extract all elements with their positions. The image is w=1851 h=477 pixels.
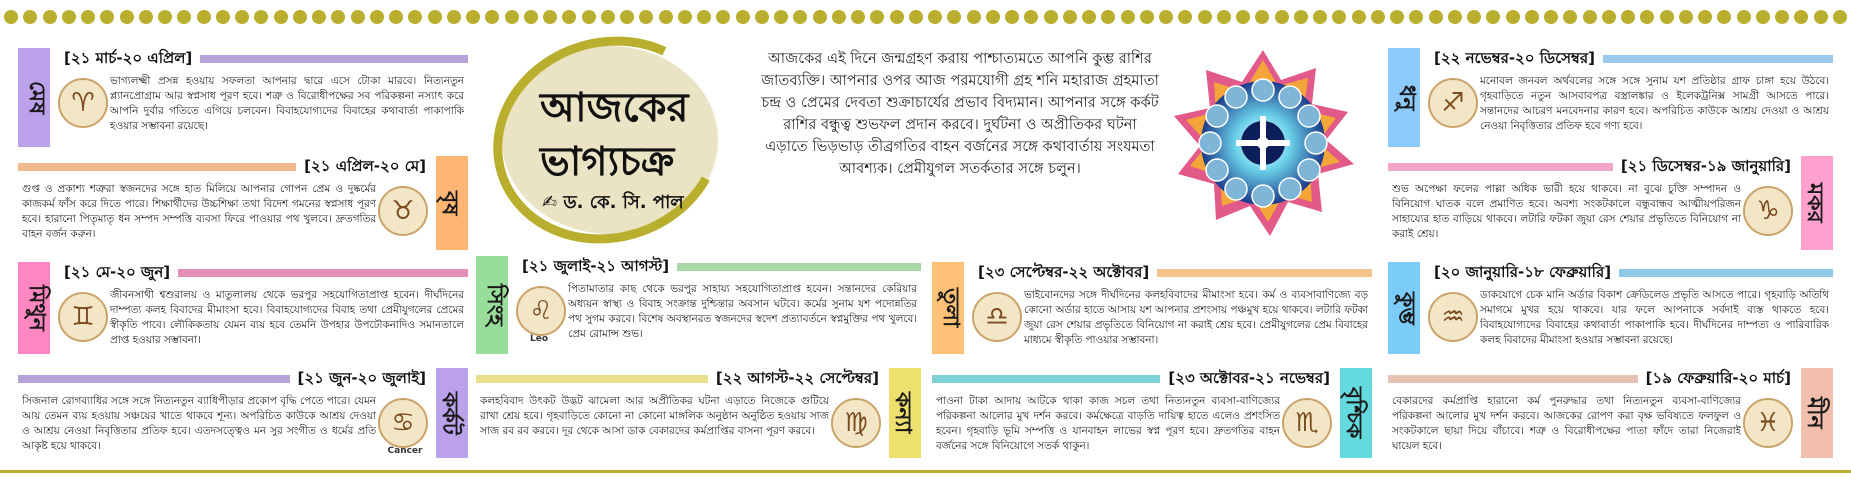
border-dot: [428, 10, 442, 24]
sign-latin-label: Leo: [529, 334, 549, 344]
sign-date-range: [২১ ডিসেম্বর-১৯ জানুয়ারি]: [1620, 156, 1791, 175]
border-dot: [370, 10, 384, 24]
sign-date-range: [২১ মার্চ-২০ এপ্রিল]: [64, 48, 193, 67]
border-dot: [100, 10, 114, 24]
top-dot-border: [0, 6, 1851, 28]
sign-prediction-text: ভাগ্যলক্ষ্মী প্রসন্ন হওয়ায় সফলতা আপনার দ্বারে এসে টোকা মারবে। নিত্যনতুন প্ল্যানপ্রোগ্রাম আর স্বপ্নসাধ পূরণ হবে। শত্রু ও বিরোধীপক্ষের সব পরিকল্পনা নস্যাৎ করে আপনি দুর্বার গতিতে এগিয়ে চলবেন। বিবাহযোগ্যদের বিবাহের কথাবার্তা পাকাপাকি হওয়ার সম্ভাবনা রয়েছে।: [110, 75, 464, 132]
sign-date-range: [২০ জানুয়ারি-১৮ ফেব্রুয়ারি]: [1434, 262, 1612, 281]
border-dot: [890, 10, 904, 24]
sign-name-tab: কন্যা: [889, 368, 921, 458]
border-dot: [43, 10, 57, 24]
horoscope-sign-block: [932, 368, 1372, 464]
border-dot: [1063, 10, 1077, 24]
page-title-line1: আজকের: [540, 84, 689, 131]
border-dot: [1101, 10, 1115, 24]
sign-date-header: [1434, 48, 1833, 70]
border-dot: [967, 10, 981, 24]
border-dot: [1544, 10, 1558, 24]
border-dot: [1121, 10, 1135, 24]
border-dot: [158, 10, 172, 24]
border-dot: [1583, 10, 1597, 24]
virgo-icon: ♍: [831, 398, 881, 448]
border-dot: [1486, 10, 1500, 24]
author-name: ✍ ড. কে. সি. পাল: [542, 192, 684, 213]
sign-date-header: [932, 368, 1330, 390]
border-dot: [582, 10, 596, 24]
sign-date-header: [18, 156, 426, 178]
border-dot: [736, 10, 750, 24]
border-dot: [1660, 10, 1674, 24]
sign-prediction-text: কলহবিবাদ উৎকট উদ্ভট ঝামেলা আর অপ্রীতিকর ঘটনা এড়াতে নিজেকে গুটিয়ে রাখা শ্রেয় হবে। গৃহবাড়িতে কোনো না কোনো মাঙ্গলিক অনুষ্ঠান অনুষ্ঠিত হওয়ায় সাজ সাজ রব রব করবে। দূর থেকে আসা ডাক বেকারদের কর্মপ্রাপ্তির বাসনা পূরণ করবে।: [480, 395, 829, 437]
fish-icon: ♓: [1743, 398, 1793, 448]
horoscope-sign-block: [18, 48, 468, 153]
sign-color-bar: [1388, 163, 1613, 171]
border-dot: [793, 10, 807, 24]
sign-color-bar: [1388, 375, 1638, 383]
crab-icon: ♋: [378, 398, 428, 448]
border-dot: [1525, 10, 1539, 24]
lion-icon: ♌: [516, 286, 566, 336]
sign-prediction-text: বেকারদের কর্মপ্রাপ্তি হারানো কর্ম পুনরুদ্ধার তথা নিত্যনতুন ব্যবসা-বাণিজ্যের পরিকল্পনা আলোর মুখ দর্শন করবে। আজকের রোপণ করা বৃক্ষ ভবিষ্যতে ফলফুল ও সংকটকালে ছায়া দিয়ে বাঁচাবে। শত্রু ও বিরোধীপক্ষের পাতা ফাঁদে তারা নিজেরাই ঘায়েল হবে।: [1392, 395, 1741, 452]
sign-color-bar: [677, 263, 921, 271]
border-dot: [1429, 10, 1443, 24]
sign-color-bar: [200, 55, 468, 63]
border-dot: [197, 10, 211, 24]
horoscope-sign-block: [1388, 48, 1833, 153]
border-dot: [1217, 10, 1231, 24]
sign-name-tab: সিংহ: [476, 256, 508, 354]
border-dot: [216, 10, 230, 24]
border-dot: [1390, 10, 1404, 24]
border-dot: [1198, 10, 1212, 24]
border-dot: [639, 10, 653, 24]
border-dot: [716, 10, 730, 24]
border-dot: [1814, 10, 1828, 24]
border-dot: [139, 10, 153, 24]
sign-date-range: [২১ জুলাই-২১ আগস্ট]: [522, 256, 670, 275]
ram-icon: ♈: [58, 78, 108, 128]
border-dot: [505, 10, 519, 24]
sign-color-bar: [1619, 269, 1833, 277]
border-dot: [1833, 10, 1847, 24]
border-dot: [1737, 10, 1751, 24]
sign-date-header: [978, 262, 1372, 284]
sign-name-tab: মেষ: [18, 48, 50, 147]
border-dot: [1352, 10, 1366, 24]
border-dot: [1313, 10, 1327, 24]
border-dot: [81, 10, 95, 24]
horoscope-sign-block: [18, 262, 468, 360]
sign-color-bar: [1603, 55, 1833, 63]
border-dot: [1506, 10, 1520, 24]
intro-paragraph: আজকের এই দিনে জন্মগ্রহণ করায় পাশ্চাত্যমতে আপনি কুম্ভ রাশির জাতব্যক্তি। আপনার ওপর আজ পরমযোগী গ্রহ শনি মহারাজ গ্রহমাতা চন্দ্র ও প্রেমের দেবতা শুক্রাচার্যের প্রভাব বিদ্যমান। আপনার সঙ্গে কর্কট রাশির বন্ধুত্ব শুভফল প্রদান করবে। দুর্ঘটনা ও অপ্রীতিকর ঘটনা এড়াতে ভিড়ভাড় তীব্রগতির বাহন বর্জনের সঙ্গে কথাবার্তায় সংযমতা আবশ্যক। প্রেমীযুগল সতর্কতার সঙ্গে চলুন।: [761, 50, 1159, 177]
border-dot: [1467, 10, 1481, 24]
border-dot: [447, 10, 461, 24]
border-dot: [1640, 10, 1654, 24]
border-dot: [774, 10, 788, 24]
sign-date-range: [২২ নভেম্বর-২০ ডিসেম্বর]: [1434, 48, 1595, 67]
sign-prediction-text: গুপ্ত ও প্রকাশ্য শত্রুরা স্বজনদের সঙ্গে হাত মিলিয়ে আপনার গোপন প্রেম ও দুষ্কর্মের কাজকর্ম ফাঁস করে দিতে পারে। শিক্ষার্থীদের উচ্চশিক্ষা তথা বিদেশ গমনের স্বপ্নসাধ পূরণ হবে। হারানো পিতৃমাতৃ ধন সম্পদ সম্পত্তি ব্যবসা ফিরে পাওয়ার পথ খুলবে। দ্রুতগতির বাহন বর্জন করুন।: [22, 183, 376, 240]
zodiac-wheel-icon: [1170, 50, 1356, 236]
sign-date-header: [1434, 262, 1833, 284]
border-dot: [23, 10, 37, 24]
border-dot: [1159, 10, 1173, 24]
horoscope-sign-block: [476, 368, 921, 464]
sign-name-tab: বৃষ: [436, 156, 468, 250]
border-dot: [1698, 10, 1712, 24]
sign-color-bar: [476, 375, 708, 383]
border-dot: [1294, 10, 1308, 24]
sign-date-range: [২২ আগস্ট-২২ সেপ্টেম্বর]: [715, 368, 879, 387]
sign-date-range: [১৯ ফেব্রুয়ারি-২০ মার্চ]: [1645, 368, 1791, 387]
border-dot: [697, 10, 711, 24]
scorpion-icon: ♏: [1282, 398, 1332, 448]
sign-prediction-text: সিজনাল রোগব্যাধির সঙ্গে সঙ্গে নিত্যনতুন ব্যাধিপীড়ার প্রকোপ বৃদ্ধি পেতে পারে। যেমন আয় তেমন ব্যয় হওয়ায় সঞ্চয়ের খাতে থাকবে শূন্য। অপরিচিত কাউকে আশ্রয় দেওয়া ও আশ্রয় নেওয়া নিবৃত্তিতার প্রতিফ হবে। এতদসত্ত্বেও মন সুর সংগীত ও ধর্মের প্রতি আকৃষ্ট হয়ে থাকবে।: [22, 395, 376, 452]
sign-name-tab: মিথুন: [18, 262, 50, 354]
sign-date-header: [18, 368, 426, 390]
border-dot: [351, 10, 365, 24]
horoscope-sign-block: [18, 156, 468, 256]
border-dot: [389, 10, 403, 24]
sign-date-header: [64, 262, 468, 284]
border-dot: [62, 10, 76, 24]
sign-name-tab: কর্কট: [436, 368, 468, 458]
border-dot: [408, 10, 422, 24]
sign-name-tab: মকর: [1801, 156, 1833, 250]
border-dot: [177, 10, 191, 24]
border-dot: [832, 10, 846, 24]
sign-prediction-text: পিতামাতার কাছ থেকে ভরপুর সাহায্য সহযোগিতাপ্রাপ্ত হবেন। সন্তানদের কেরিয়ার অধ্যয়ন স্বাস্থ্য ও বিবাহ সংক্রান্ত দুশ্চিন্তার অবসান ঘটবে। কর্মের সুনাম যশ পদোন্নতির পথ সুগম করবে। বিশেষ অবস্থানরত স্বজনদের স্বদেশ প্রত্যাবর্তনে স্বপ্নমুক্তির পথ খুলবে। প্রেম রোমান্স শুভ।: [568, 283, 917, 340]
border-dot: [947, 10, 961, 24]
border-dot: [1140, 10, 1154, 24]
sign-color-bar: [178, 269, 468, 277]
horoscope-sign-block: [1388, 156, 1833, 256]
sign-date-header: [476, 368, 879, 390]
sign-date-header: [64, 48, 468, 70]
border-dot: [620, 10, 634, 24]
border-dot: [235, 10, 249, 24]
horoscope-sign-block: [1388, 368, 1833, 464]
border-dot: [928, 10, 942, 24]
sign-date-range: [২১ এপ্রিল-২০ মে]: [304, 156, 426, 175]
border-dot: [1178, 10, 1192, 24]
sign-date-header: [1388, 156, 1791, 178]
border-dot: [466, 10, 480, 24]
border-dot: [331, 10, 345, 24]
archer-icon: ♐: [1428, 78, 1478, 128]
page-title-line2: ভাগ্যচক্র: [540, 138, 675, 185]
border-dot: [851, 10, 865, 24]
sign-date-range: [২১ জুন-২০ জুলাই]: [297, 368, 426, 387]
border-dot: [1371, 10, 1385, 24]
border-dot: [1236, 10, 1250, 24]
scales-icon: ♎: [972, 292, 1022, 342]
sign-color-bar: [18, 163, 296, 171]
border-dot: [120, 10, 134, 24]
horoscope-sign-block: [932, 262, 1372, 360]
border-dot: [524, 10, 538, 24]
border-dot: [601, 10, 615, 24]
sign-prediction-text: মনোবল জনবল অর্থবলের সঙ্গে সঙ্গে সুনাম যশ প্রতিষ্ঠার গ্রাফ চাঙ্গা হয়ে উঠবে। গৃহবাড়িতে নতুন আসবাবপত্র বস্ত্রালঙ্কার ও ইলেকট্রনিক্স সামগ্রী আসতে পারে। সন্তানদের আচরণ মনবেদনার কারণ হবে। অপরিচিত কাউকে আশ্রয় দেওয়া ও আশ্রয় নেওয়া নিবৃত্তিতার প্রতিফ হবে গণ্য হবে।: [1480, 75, 1829, 132]
bottom-rule: [0, 470, 1851, 473]
water-bearer-icon: ♒: [1428, 292, 1478, 342]
border-dot: [1563, 10, 1577, 24]
border-dot: [1621, 10, 1635, 24]
border-dot: [543, 10, 557, 24]
sign-prediction-text: ভাইবোনদের সঙ্গে দীর্ঘদিনের কলহবিবাদের মীমাংসা হবে। কর্ম ও ব্যবসাবাণিজ্যে বড় কোনো অর্ডার হাতে আসায় যশ আপনার প্রশংসায় পঞ্চমুখ হয়ে থাকবে। লটারি ফটকা জুয়া রেস শেয়ার প্রভৃতিতে বিনিয়োগ না করাই শ্রেয় হবে। প্রেমীযুগলের প্রেম বিবাহের মাধ্যমে স্বীকৃতি পাওয়ার সম্ভাবনা।: [1024, 289, 1368, 346]
border-dot: [659, 10, 673, 24]
sign-date-header: [522, 256, 921, 278]
bull-icon: ♉: [378, 186, 428, 236]
sign-date-range: [২৩ অক্টোবর-২১ নভেম্বর]: [1168, 368, 1330, 387]
sign-prediction-text: জীবনসাথী শ্বশুরালয় ও মাতুলালয় থেকে ভরপুর সহযোগিতাপ্রাপ্ত হবেন। দীর্ঘদিনের দাম্পত্য কলহ বিবাদের মীমাংসা হবে। বিবাহযোগ্যদের বিবাহ তথা প্রেমীযুগলের প্রেমের স্বীকৃতি পাবে। লৌকিকতায় যেমন ব্যয় হবে তেমনি উপহার উপঢৌকনাদিও সমানতালে প্রাপ্ত হওয়ার সম্ভাবনা।: [110, 289, 464, 346]
sign-latin-label: Cancer: [387, 446, 423, 456]
sign-prediction-text: শুভ অপেক্ষা ফলের পাল্লা অধিক ভারী হয়ে থাকবে। না বুঝে চুক্তি সম্পাদন ও বিনিয়োগ ঘাতক বলে প্রমাণিত হবে। অবশ্য সংকটকালে বন্ধুবান্ধব আত্মীয়পরিজন সাহায্যের হাত বাড়িয়ে থাকবে। লটারি ফটকা জুয়া রেস শেয়ার প্রভৃতিতে বিনিয়োগ না করাই শ্রেয়।: [1392, 183, 1741, 240]
border-dot: [1044, 10, 1058, 24]
goat-icon: ♑: [1743, 186, 1793, 236]
sign-date-range: [২৩ সেপ্টেম্বর-২২ অক্টোবর]: [978, 262, 1150, 281]
border-dot: [1024, 10, 1038, 24]
border-dot: [1409, 10, 1423, 24]
border-dot: [1602, 10, 1616, 24]
border-dot: [485, 10, 499, 24]
sign-color-bar: [18, 375, 290, 383]
sign-date-range: [২১ মে-২০ জুন]: [64, 262, 171, 281]
border-dot: [1332, 10, 1346, 24]
sign-date-header: [1388, 368, 1791, 390]
border-dot: [312, 10, 326, 24]
border-dot: [562, 10, 576, 24]
border-dot: [755, 10, 769, 24]
border-dot: [1448, 10, 1462, 24]
sign-name-tab: ধনু: [1388, 48, 1420, 147]
border-dot: [293, 10, 307, 24]
border-dot: [1756, 10, 1770, 24]
horoscope-sign-block: [18, 368, 468, 464]
sign-color-bar: [932, 375, 1160, 383]
border-dot: [274, 10, 288, 24]
sign-name-tab: বৃশ্চিক: [1340, 368, 1372, 458]
border-dot: [4, 10, 18, 24]
border-dot: [1255, 10, 1269, 24]
sign-name-tab: তুলা: [932, 262, 964, 354]
border-dot: [909, 10, 923, 24]
border-dot: [1082, 10, 1096, 24]
horoscope-sign-block: [1388, 262, 1833, 360]
border-dot: [986, 10, 1000, 24]
border-dot: [254, 10, 268, 24]
border-dot: [1775, 10, 1789, 24]
sign-prediction-text: ডাকযোগে চেক মানি অর্ডার বিকাশ ক্রেডিলেড প্রভৃতি আসতে পারে। গৃহবাড়ি অতিথি সমাগমে মুখর হয়ে থাকবে। যার ফলে আপনাকে সর্বদাই ব্যস্ত থাকতে হবে। বিবাহযোগ্যদের বিবাহের কথাবার্তা পাকাপাকি হবে। দীর্ঘদিনের দাম্পত্য ও পারিবারিক কলহ বিবাদের মীমাংসা হওয়ার সম্ভাবনা রয়েছে।: [1480, 289, 1829, 346]
horoscope-sign-block: [476, 256, 921, 360]
sign-prediction-text: পাওনা টাকা আদায় আটকে থাকা কাজ সচল তথা নিত্যনতুন ব্যবসা-বাণিজ্যের পরিকল্পনা আলোর মুখ দর্শন করবে। কর্মক্ষেত্রে বাড়তি দায়িত্ব হাতে এলেও প্রশংসিত হবেন। গৃহবাড়ি ভূমি সম্পত্তি ও যানবাহন লাভের স্বপ্ন পূরণ হবে। দ্রুতগতির বাহন বর্জনের সঙ্গে বিনিয়োগে সতর্ক থাকুন।: [936, 395, 1280, 452]
border-dot: [1005, 10, 1019, 24]
twins-icon: ♊: [58, 292, 108, 342]
sign-color-bar: [1157, 269, 1372, 277]
border-dot: [1679, 10, 1693, 24]
border-dot: [1794, 10, 1808, 24]
sign-name-tab: কুম্ভ: [1388, 262, 1420, 354]
page-title-block: [490, 38, 745, 238]
border-dot: [678, 10, 692, 24]
border-dot: [813, 10, 827, 24]
border-dot: [870, 10, 884, 24]
border-dot: [1717, 10, 1731, 24]
sign-name-tab: মীন: [1801, 368, 1833, 458]
border-dot: [1275, 10, 1289, 24]
